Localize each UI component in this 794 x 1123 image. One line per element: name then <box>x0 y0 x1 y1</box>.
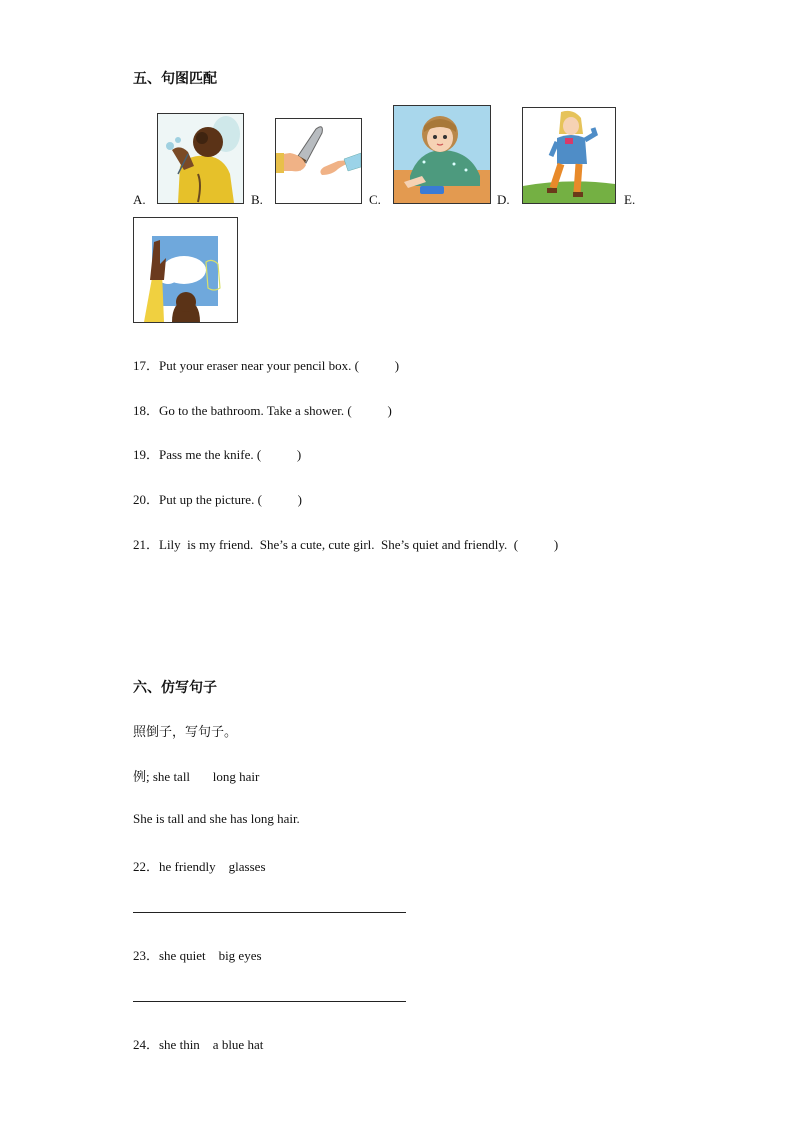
question-22: 22．he friendly glasses <box>133 859 266 874</box>
question-24: 24．she thin a blue hat <box>133 1037 264 1052</box>
example-answer: She is tall and she has long hair. <box>133 811 300 826</box>
girl-eraser-desk-icon <box>393 105 491 204</box>
section-6-title: 六、仿写句子 <box>133 680 217 696</box>
example-prompt: 例; she tall long hair <box>133 769 260 784</box>
boy-washing-face-icon <box>157 113 244 204</box>
answer-line-23[interactable] <box>133 1001 406 1002</box>
option-label-b: B. <box>251 192 263 207</box>
question-18: 18．Go to the bathroom. Take a shower. ( ) <box>133 403 392 418</box>
instruction: 照倒子，写句子。 <box>133 725 238 740</box>
question-17: 17．Put your eraser near your pencil box. ( ) <box>133 358 400 373</box>
option-label-e: E. <box>624 192 636 207</box>
hand-putting-up-picture-icon <box>133 217 238 323</box>
passing-knife-icon <box>275 118 362 204</box>
girl-standing-icon <box>522 107 616 204</box>
answer-line-22[interactable] <box>133 912 406 913</box>
option-label-a: A. <box>133 192 146 207</box>
option-label-d: D. <box>497 192 510 207</box>
question-23: 23．she quiet big eyes <box>133 948 262 963</box>
question-21: 21．Lily is my friend. She’s a cute, cute girl. She’s quiet and friendly. ( ) <box>133 537 559 552</box>
question-20: 20．Put up the picture. ( ) <box>133 492 302 507</box>
section-5-title: 五、句图匹配 <box>133 71 217 87</box>
option-label-c: C. <box>369 192 381 207</box>
question-19: 19．Pass me the knife. ( ) <box>133 447 302 462</box>
